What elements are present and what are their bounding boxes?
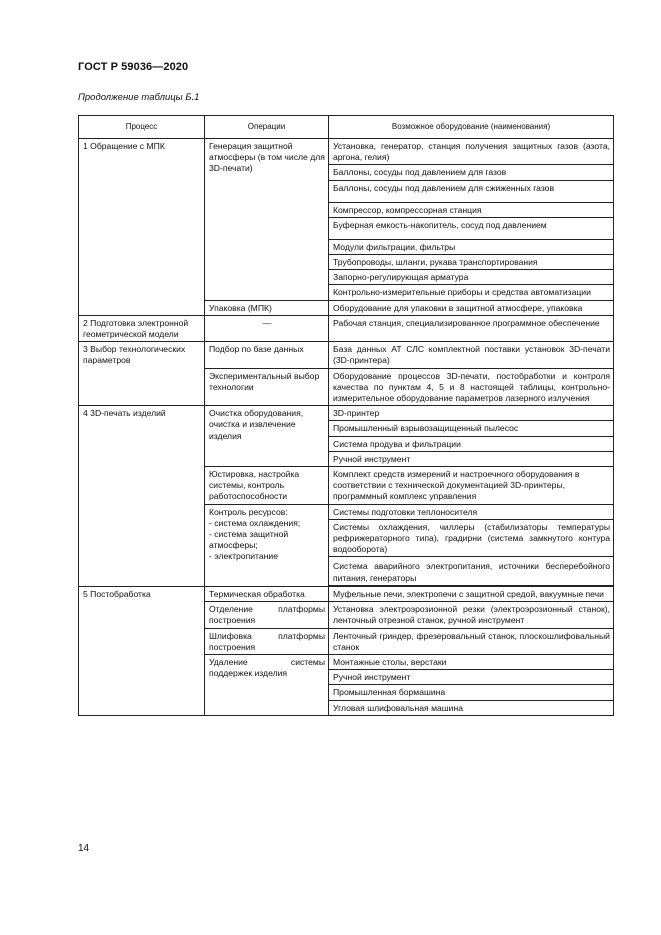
equipment-cell: Установка, генератор, станция получения защитных газов (азота, аргона, гелия) <box>329 139 614 165</box>
header-process: Процесс <box>79 116 205 139</box>
equipment-cell: Рабочая станция, специализированное программное обеспечение <box>329 315 614 341</box>
equipment-cell: Оборудование процессов 3D-печати, постобработки и контроля качества по пунктам 4, 5 и 8 настоящей таблицы, контрольно-измерительное оборудование параметров лазерного излучения <box>329 368 614 406</box>
equipment-cell: Системы охлаждения, чиллеры (стабилизаторы температуры рефрижераторного типа), градирни (система замкнутого контура водооборота) <box>329 519 614 557</box>
process-cell: 2 Подготовка электронной геометрической модели <box>79 315 205 341</box>
equipment-cell: Ленточный гриндер, фрезеровальный станок, плоскошлифовальный станок <box>329 628 614 654</box>
operation-cell: — <box>205 315 329 341</box>
equipment-cell: Баллоны, сосуды под давлением для газов <box>329 165 614 180</box>
operation-cell: Удаление системы поддержек изделия <box>205 654 329 715</box>
process-cell: 3 Выбор технологических параметров <box>79 342 205 406</box>
operation-cell: Термическая обработка <box>205 586 329 601</box>
equipment-cell: Баллоны, сосуды под давлением для сжиженных газов <box>329 180 614 202</box>
table-header-row <box>79 116 614 139</box>
equipment-cell: Промышленный взрывозащищенный пылесос <box>329 421 614 436</box>
table-row <box>79 315 614 341</box>
equipment-cell: Ручной инструмент <box>329 451 614 466</box>
document-header: ГОСТ Р 59036—2020 <box>78 61 189 73</box>
operation-cell: Экспериментальный выбор технологии <box>205 368 329 406</box>
equipment-cell: Муфельные печи, электропечи с защитной средой, вакуумные печи <box>329 586 614 601</box>
operation-cell: Упаковка (МПК) <box>205 300 329 315</box>
table-caption: Продолжение таблицы Б.1 <box>78 92 200 103</box>
operation-cell: Шлифовка платформы построения <box>205 628 329 654</box>
process-cell: 5 Постобработка <box>79 586 205 715</box>
table-row <box>79 342 614 368</box>
operation-cell: Очистка оборудования, очистка и извлечение изделия <box>205 406 329 467</box>
equipment-cell: Угловая шлифовальная машина <box>329 700 614 715</box>
equipment-cell: Система продува и фильтрации <box>329 436 614 451</box>
process-cell: 4 3D-печать изделий <box>79 406 205 587</box>
operation-cell: Юстировка, настройка системы, контроль работоспособности <box>205 467 329 505</box>
equipment-table <box>78 115 614 716</box>
process-cell: 1 Обращение с МПК <box>79 139 205 316</box>
equipment-cell: Монтажные столы, верстаки <box>329 654 614 669</box>
equipment-cell: Ручной инструмент <box>329 670 614 685</box>
equipment-cell: Запорно-регулирующая арматура <box>329 270 614 285</box>
equipment-cell: Комплект средств измерений и настроечного оборудования в соответствии с технической документацией 3D-принтеры, программный комплекс управления <box>329 467 614 505</box>
equipment-cell: Промышленная бормашина <box>329 685 614 700</box>
equipment-cell: Системы подготовки теплоносителя <box>329 504 614 519</box>
equipment-cell: Установка электроэрозионной резки (электроэрозионный станок), ленточный отрезной станок, ручной инструмент <box>329 602 614 628</box>
table-row <box>79 139 614 165</box>
header-operations: Операции <box>205 116 329 139</box>
operation-cell: Контроль ресурсов: - система охлаждения; - система защитной атмосферы; - электропитание <box>205 504 329 586</box>
equipment-cell: Контрольно-измерительные приборы и средства автоматизации <box>329 285 614 300</box>
operation-cell: Отделение платформы построения <box>205 602 329 628</box>
header-equipment: Возможное оборудование (наименования) <box>329 116 614 139</box>
equipment-cell: Буферная емкость-накопитель, сосуд под давлением <box>329 217 614 239</box>
equipment-cell: Оборудование для упаковки в защитной атмосфере, упаковка <box>329 300 614 315</box>
operation-cell: Подбор по базе данных <box>205 342 329 368</box>
equipment-cell: 3D-принтер <box>329 406 614 421</box>
equipment-cell: Компрессор, компрессорная станция <box>329 202 614 217</box>
equipment-cell: Система аварийного электропитания, источники бесперебойного питания, генераторы <box>329 557 614 585</box>
table-row <box>79 406 614 421</box>
equipment-cell: Модули фильтрации, фильтры <box>329 239 614 254</box>
operation-cell: Генерация защитной атмосферы (в том числе для 3D-печати) <box>205 139 329 301</box>
equipment-cell: Трубопроводы, шланги, рукава транспортирования <box>329 255 614 270</box>
page-number: 14 <box>78 843 90 854</box>
equipment-cell: База данных АТ СЛС комплектной поставки установок 3D-печати (3D-принтера) <box>329 342 614 368</box>
table-row <box>79 586 614 601</box>
